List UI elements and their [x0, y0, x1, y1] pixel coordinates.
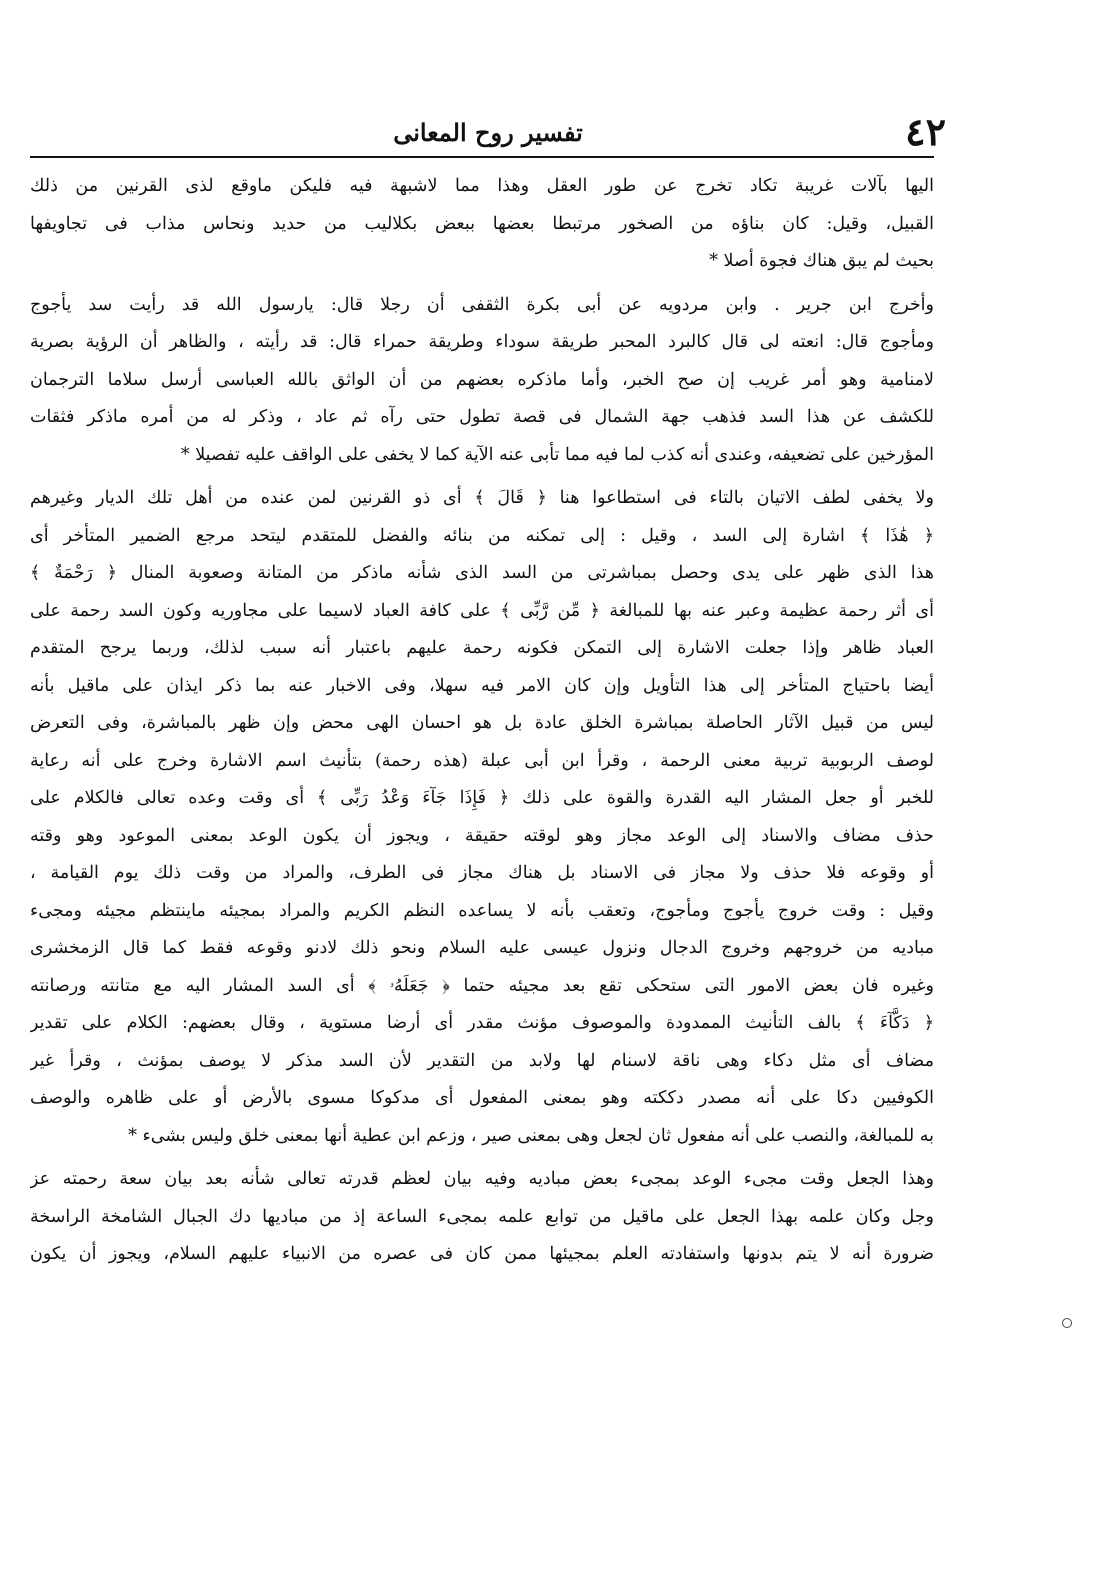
header-rule	[30, 156, 934, 158]
text-line: اليها بآلات غريبة تكاد تخرج عن طور العقل وهذا مما لاشبهة فيه فليكن ماوقع لذى القرنين من ذلك	[30, 176, 934, 196]
page-body	[30, 168, 934, 1274]
text-line: أى أثر رحمة عظيمة وعبر عنه بها للمبالغة ﴿ مِّن رَّبِّى ﴾ على كافة العباد لاسيما على مجاوريه وكون السد رحمة على	[30, 600, 934, 621]
text-line: بحيث لم يبق هناك فجوة أصلا *	[709, 251, 934, 271]
text-line: الكوفيين دكا على أنه مصدر دككته وهو بمعنى المفعول أى مدكوكا مسوى بالأرض أو على ظاهره والوصف	[30, 1088, 934, 1108]
page-number: ٤٢	[905, 109, 946, 154]
paragraph	[30, 480, 934, 1155]
text-line: لامنامية وهو أمر غريب إن صح الخبر، وأما ماذكره بعضهم من أن الواثق بالله العباسى أرسل سلاما الترجمان	[30, 369, 934, 390]
text-line: مضاف أى مثل دكاء وهى ناقة لاسنام لها ولابد من التقدير لأن السد مذكر لا يوصف بمؤنث ، وقرأ غير	[30, 1050, 934, 1071]
text-line: لوصف الربوبية تربية معنى الرحمة ، وقرأ ابن أبى عبلة (هذه رحمة) بتأنيث اسم الاشارة وخرج على أنه رعاية	[30, 750, 934, 771]
text-line: العباد ظاهر وإذا جعلت الاشارة إلى التمكن فكونه رحمة عليهم باعتبار أنه سبب لذلك، وربما يرجح المتقدم	[30, 638, 934, 658]
text-line: القبيل، وقيل: كان بناؤه من الصخور مرتبطا بعضها ببعض بكلاليب من حديد ونحاس مذاب فى تجاويفها	[30, 213, 934, 234]
text-line: مباديه من خروجهم وخروج الدجال ونزول عيسى عليه السلام ونحو ذلك لادنو وقوعه فقط كما قال الزمخشرى	[30, 938, 934, 958]
text-line: المؤرخين على تضعيفه، وعندى أنه كذب لما فيه مما تأبى عنه الآية كما لا يخفى على الواقف عليه تفصيلا *	[180, 444, 934, 465]
text-line: ومأجوج قال: انعته لى قال كالبرد المحبر طريقة سوداء وطريقة حمراء قال: قد رأيته ، والظاهر أن الرؤية بصرية	[30, 332, 934, 352]
running-title: تفسير روح المعانى	[393, 118, 583, 147]
paragraph	[30, 1161, 934, 1274]
paragraph	[30, 168, 934, 281]
margin-ring-mark	[1062, 1318, 1072, 1328]
paragraph	[30, 287, 934, 475]
text-line: وغيره فان بعض الامور التى ستحكى تقع بعد مجيئه حتما ﴿ جَعَلَهُۥ ﴾ أى السد المشار اليه مع متانته ورصانته	[30, 975, 934, 996]
text-line: به للمبالغة، والنصب على أنه مفعول ثان لجعل وهى بمعنى صير ، وزعم ابن عطية أنها بمعنى خلق وليس بشىء *	[128, 1125, 934, 1146]
text-line: وجل وكان علمه بهذا الجعل على ماقيل من توابع علمه بمجىء الساعة إذ من مباديها دك الجبال الشامخة الراسخة	[30, 1206, 934, 1227]
text-line: ضرورة أنه لا يتم بدونها واستفادته العلم بمجيئها ممن كان فى عصره من الانبياء عليهم السلام، ويجوز أن يكون	[30, 1244, 934, 1264]
text-line: ﴿ هَٰذَا ﴾ اشارة إلى السد ، وقيل : إلى تمكنه من بنائه والفضل للمتقدم ليتحد مرجع الضمير المتأخر أى	[30, 525, 934, 546]
text-line: هذا الذى ظهر على يدى وحصل بمباشرتى من السد الذى شأنه ماذكر من المتانة وصعوبة المنال ﴿ رَحْمَةٌ ﴾	[30, 563, 934, 583]
text-line: حذف مضاف والاسناد إلى الوعد مجاز وهو لوقته حقيقة ، ويجوز أن يكون الوعد بمعنى الموعود وهو وقته	[30, 825, 934, 846]
text-line: وأخرج ابن جرير . وابن مردويه عن أبى بكرة الثقفى أن رجلا قال: يارسول الله قد رأيت سد يأجوج	[30, 294, 934, 315]
text-line: أيضا باحتياج المتأخر إلى هذا التأويل وإن كان الامر فيه سهلا، وفى الاخبار عنه بما ذكر ايذان على ماقيل بأنه	[30, 675, 934, 696]
text-line: ليس من قبيل الآثار الحاصلة بمباشرة الخلق عادة بل هو احسان الهى محض وإن ظهر بالمباشرة، وفى التعرض	[30, 713, 934, 733]
text-line: للخبر أو جعل المشار اليه القدرة والقوة على ذلك ﴿ فَإِذَا جَآءَ وَعْدُ رَبِّى ﴾ أى وقت وعده تعالى فالكلام على	[30, 788, 934, 808]
text-line: ولا يخفى لطف الاتيان بالتاء فى استطاعوا هنا ﴿ قَالَ ﴾ أى ذو القرنين لمن عنده من أهل تلك الديار وغيرهم	[30, 488, 934, 508]
text-line: وهذا الجعل وقت مجىء الوعد بمجىء بعض مباديه وفيه بيان لعظم قدرته تعالى شأنه بعد بيان سعة رحمته عز	[30, 1169, 934, 1189]
text-line: وقيل : وقت خروج يأجوج ومأجوج، وتعقب بأنه لا يساعده النظم الكريم والمراد بمجيئه ماينتظم مجيئه ومجىء	[30, 900, 934, 921]
text-line: ﴿ دَكَّآءَ ﴾ بالف التأنيث الممدودة والموصوف مؤنث مقدر أى أرضا مستوية ، وقال بعضهم: الكلام على تقدير	[30, 1013, 934, 1033]
text-line: للكشف عن هذا السد فذهب جهة الشمال فى قصة تطول حتى رآه ثم عاد ، وذكر له من أمره ماذكر فثقات	[30, 407, 934, 427]
page-header	[30, 108, 946, 158]
text-line: أو وقوعه فلا حذف ولا مجاز فى الاسناد بل هناك مجاز فى الطرف، والمراد من وقت ذلك يوم القيامة ،	[30, 863, 934, 883]
